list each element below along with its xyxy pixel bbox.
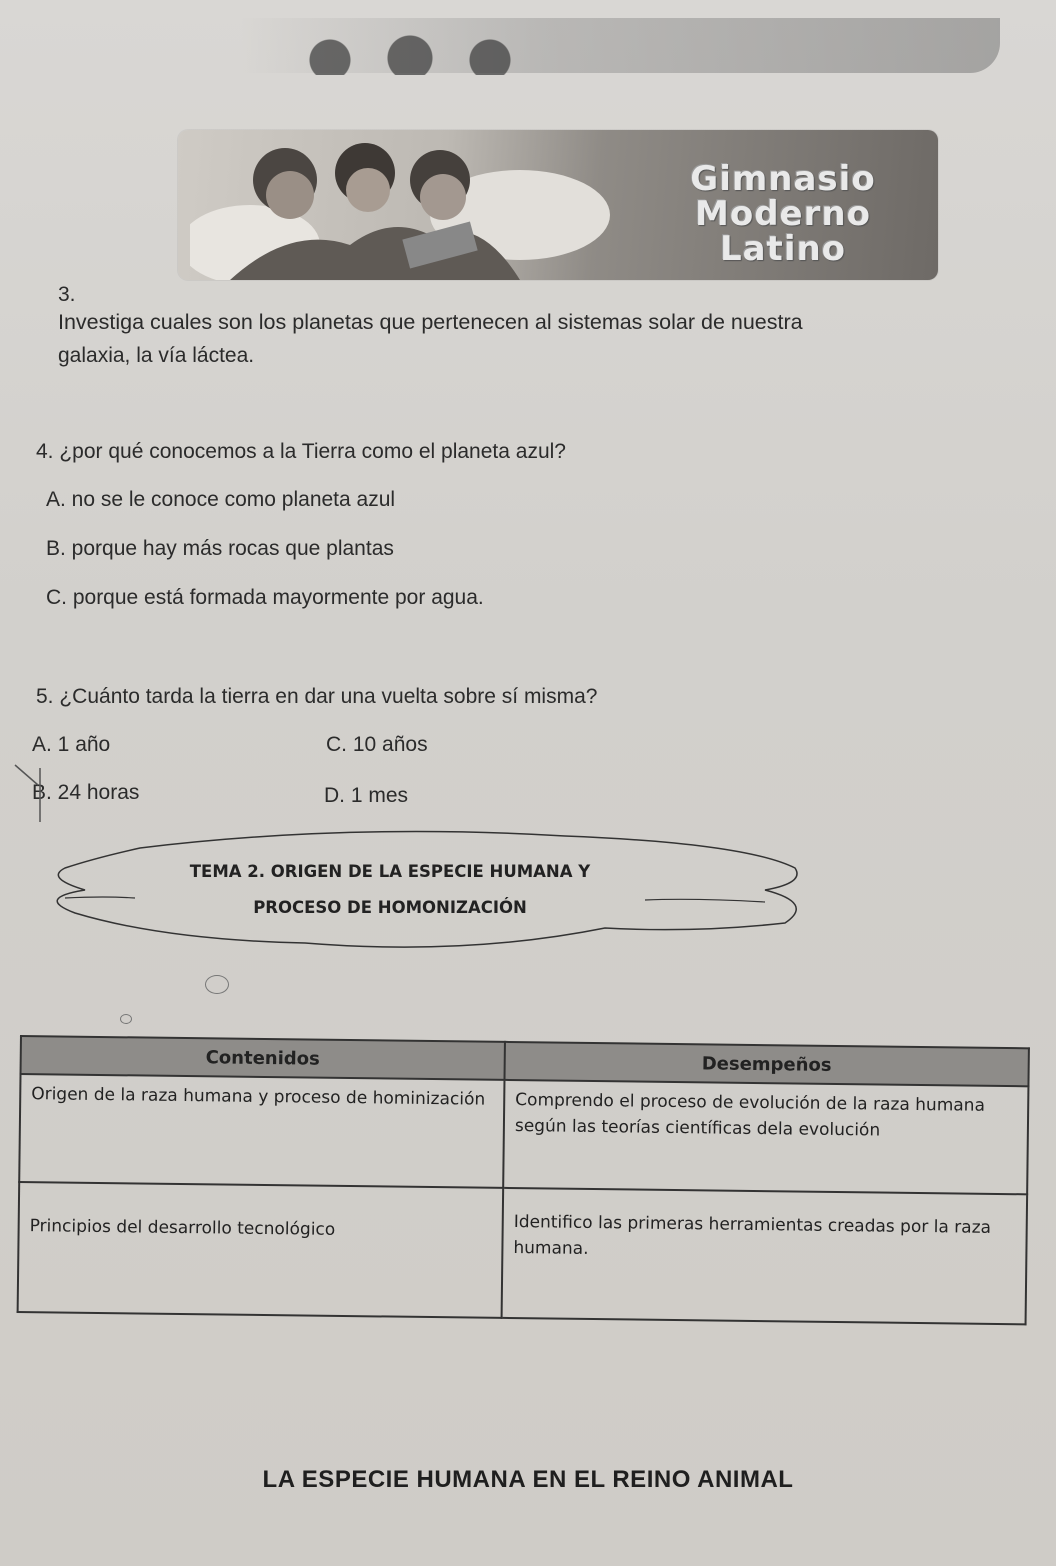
question-5-text: 5. ¿Cuánto tarda la tierra en dar una vuelta sobre sí misma? bbox=[36, 685, 598, 708]
topic-title-line1: TEMA 2. ORIGEN DE LA ESPECIE HUMANA Y bbox=[189, 862, 591, 881]
table-row bbox=[18, 1182, 1028, 1324]
question-4-text: 4. ¿por qué conocemos a la Tierra como el planeta azul? bbox=[36, 440, 566, 463]
topic-cloud-shape bbox=[45, 828, 815, 958]
table-row bbox=[19, 1074, 1028, 1194]
contenido-cell: Principios del desarrollo tecnológico bbox=[18, 1182, 504, 1318]
contenido-cell: Origen de la raza humana y proceso de hominización bbox=[19, 1074, 504, 1188]
question-4-option-c: C. porque está formada mayormente por agua. bbox=[46, 586, 484, 609]
desempeno-cell: Identifico las primeras herramientas creadas por la raza humana. bbox=[502, 1188, 1028, 1324]
small-circle-mark bbox=[120, 1014, 132, 1024]
school-name-line1: Gimnasio bbox=[690, 159, 876, 199]
section-title: LA ESPECIE HUMANA EN EL REINO ANIMAL bbox=[262, 1466, 794, 1493]
question-5-option-b: B. 24 horas bbox=[32, 781, 140, 804]
school-name-line3: Latino bbox=[719, 229, 847, 269]
school-name bbox=[653, 159, 913, 269]
question-4-option-a: A. no se le conoce como planeta azul bbox=[46, 488, 396, 511]
circle-mark bbox=[205, 975, 229, 994]
question-3-line1: Investiga cuales son los planetas que pertenecen al sistemas solar de nuestra bbox=[58, 310, 803, 334]
topic-title-line2: PROCESO DE HOMONIZACIÓN bbox=[253, 898, 527, 917]
question-5-option-c: C. 10 años bbox=[326, 733, 428, 756]
question-5-option-d: D. 1 mes bbox=[324, 784, 409, 807]
question-5-option-a: A. 1 año bbox=[32, 733, 111, 756]
question-3-line2: galaxia, la vía láctea. bbox=[58, 344, 255, 367]
desempeno-cell: Comprendo el proceso de evolución de la raza humana según las teorías científicas dela evolución bbox=[503, 1080, 1028, 1194]
students-photo bbox=[190, 135, 620, 280]
header-desempenos: Desempeños bbox=[504, 1042, 1028, 1086]
competencies-table bbox=[17, 1035, 1030, 1325]
header-contenidos: Contenidos bbox=[21, 1036, 505, 1080]
faded-top-photo bbox=[300, 30, 530, 75]
question-3-number: 3. bbox=[58, 283, 76, 306]
school-name-line2: Moderno bbox=[695, 194, 871, 234]
question-4-option-b: B. porque hay más rocas que plantas bbox=[46, 537, 394, 560]
pen-mark bbox=[10, 760, 70, 830]
